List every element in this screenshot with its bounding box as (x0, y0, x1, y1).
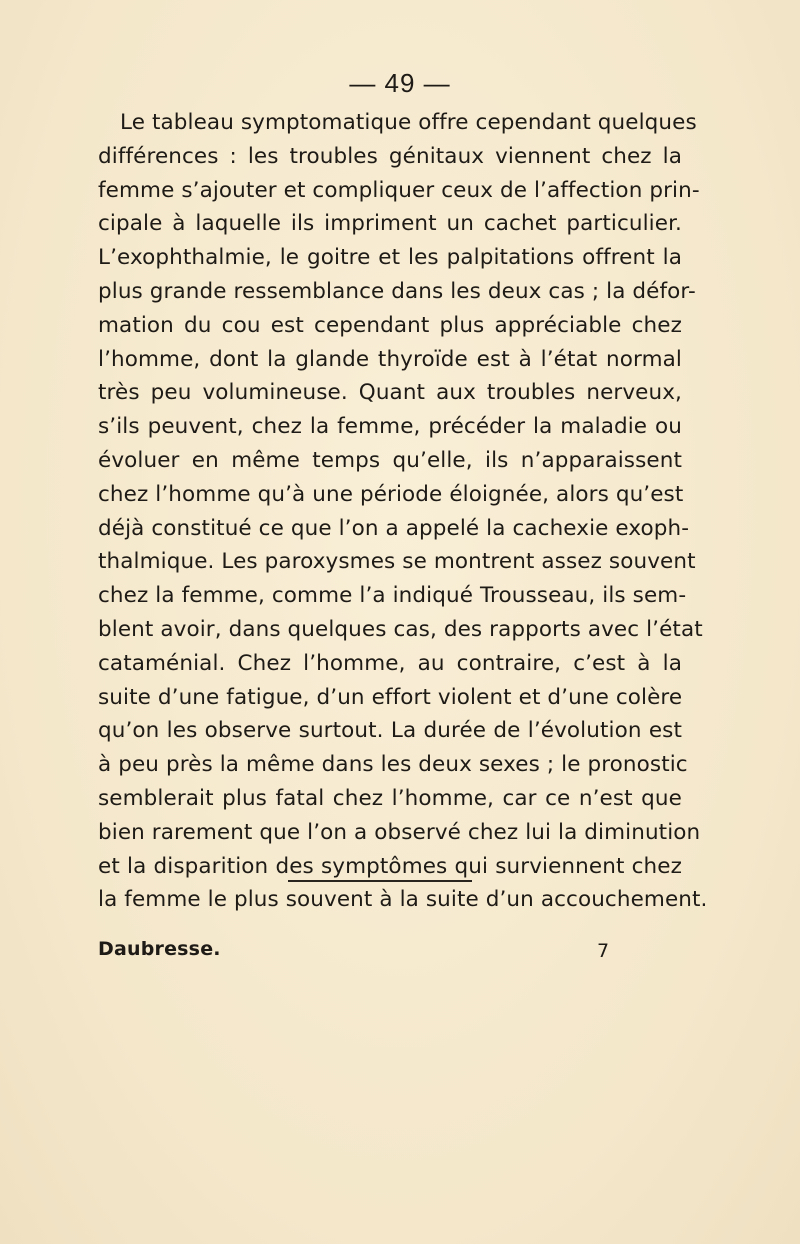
text-line: mation du cou est cependant plus appréciable chez (98, 312, 682, 338)
text-line: bien rarement que l’on a observé chez lui la diminution (98, 819, 701, 845)
text-line: cataménial. Chez l’homme, au contraire, c’est à la (98, 650, 682, 676)
text-line: différences : les troubles génitaux viennent chez la (98, 143, 682, 169)
sheet-number: 7 (597, 940, 610, 962)
body-paragraph (98, 106, 708, 917)
text-line: thalmique. Les paroxysmes se montrent assez souvent (98, 549, 696, 575)
text-line: et la disparition des symptômes qui surviennent chez (98, 853, 682, 879)
text-line: qu’on les observe surtout. La durée de l’évolution est (98, 718, 682, 744)
text-line: L’exophthalmie, le goitre et les palpitations offrent la (98, 245, 682, 271)
text-line: évoluer en même temps qu’elle, ils n’apparaissent (98, 447, 682, 473)
section-divider (288, 880, 472, 882)
text-line: femme s’ajouter et compliquer ceux de l’affection prin- (98, 177, 700, 203)
text-line: chez l’homme qu’à une période éloignée, alors qu’est (98, 481, 684, 507)
text-line: à peu près la même dans les deux sexes ; le pronostic (98, 752, 688, 778)
text-line: semblerait plus fatal chez l’homme, car ce n’est que (98, 785, 682, 811)
text-line: chez la femme, comme l’a indiqué Trousseau, ils sem- (98, 583, 687, 609)
text-line: l’homme, dont la glande thyroïde est à l’état normal (98, 346, 682, 372)
text-line: plus grande ressemblance dans les deux cas ; la défor- (98, 278, 696, 304)
text-line: blent avoir, dans quelques cas, des rapports avec l’état (98, 616, 703, 642)
text-line: Le tableau symptomatique offre cependant quelques (120, 110, 697, 135)
text-line: s’ils peuvent, chez la femme, précéder la maladie ou (98, 414, 682, 440)
text-line: suite d’une fatigue, d’un effort violent et d’une colère (98, 684, 683, 710)
text-line: très peu volumineuse. Quant aux troubles nerveux, (98, 380, 682, 406)
text-line: la femme le plus souvent à la suite d’un accouchement. (98, 887, 708, 913)
page-number: — 49 — (349, 68, 451, 98)
text-line: cipale à laquelle ils impriment un cachet particulier. (98, 211, 682, 237)
text-line: déjà constitué ce que l’on a appelé la cachexie exoph- (98, 515, 690, 541)
printer-signature: Daubresse. (98, 938, 221, 960)
